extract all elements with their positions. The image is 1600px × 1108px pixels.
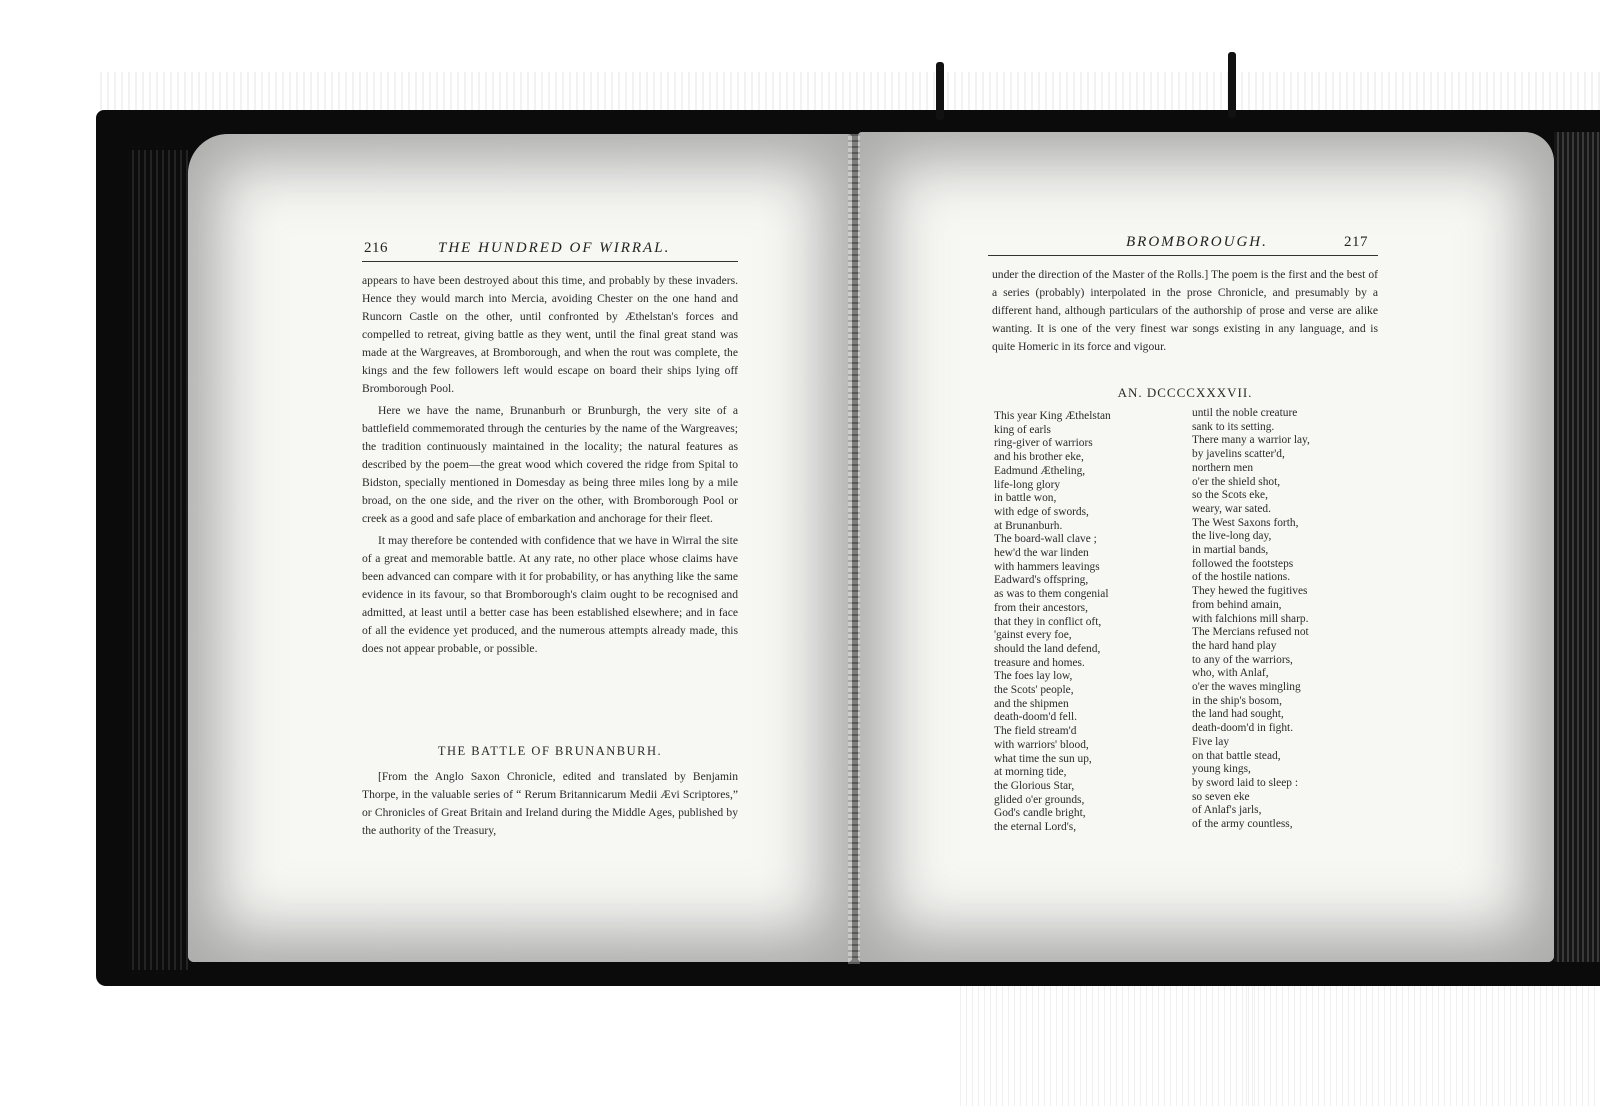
poem-line: death-doom'd fell. bbox=[994, 711, 1078, 724]
right-running-head bbox=[988, 234, 1378, 256]
poem-line: from behind amain, bbox=[1192, 598, 1282, 611]
right-body-text bbox=[992, 266, 1378, 360]
poem-line: so seven eke bbox=[1192, 790, 1250, 803]
poem-line: in martial bands, bbox=[1192, 544, 1269, 557]
poem-line: hew'd the war linden bbox=[994, 547, 1089, 560]
right-running-title: BROMBOROUGH. bbox=[1126, 234, 1268, 250]
left-running-title: THE HUNDRED OF WIRRAL. bbox=[438, 240, 671, 256]
poem-line: by javelins scatter'd, bbox=[1192, 448, 1285, 461]
poem-line: to any of the warriors, bbox=[1192, 653, 1293, 666]
poem-line: The field stream'd bbox=[994, 725, 1077, 738]
bookmark-ribbon bbox=[1228, 52, 1236, 118]
poem-line: They hewed the fugitives bbox=[1192, 585, 1308, 598]
scan-speckle bbox=[960, 986, 1260, 1106]
poem-line: as was to them congenial bbox=[994, 588, 1109, 601]
poem-line: that they in conflict oft, bbox=[994, 615, 1102, 628]
section-heading: THE BATTLE OF BRUNANBURH. bbox=[437, 744, 663, 758]
poem-line: who, with Anlaf, bbox=[1192, 667, 1269, 680]
left-page-number: 216 bbox=[364, 240, 388, 256]
paragraph: appears to have been destroyed about this time, and probably by these invaders. Hence they would march into Mercia, avoiding Chester on the one hand and Runcorn Castle on the other, until confronted by Æthelstan's forces and compelled to retreat, giving battle as they went, until the final great stand was made at the Wargreaves, at Bromborough, and when the rout was complete, the kings and the few followers left would escape on board their ships lying off Bromborough Pool. bbox=[362, 274, 738, 395]
page-edges-left bbox=[128, 150, 188, 970]
poem-line: Eadward's offspring, bbox=[994, 574, 1089, 587]
poem-line: 'gainst every foe, bbox=[994, 629, 1072, 642]
poem-line: with warriors' blood, bbox=[994, 738, 1089, 751]
poem-line: with falchions mill sharp. bbox=[1192, 612, 1309, 625]
poem-line: sank to its setting. bbox=[1192, 420, 1275, 433]
poem-line: from their ancestors, bbox=[994, 601, 1088, 614]
poem-line: until the noble creature bbox=[1192, 407, 1298, 419]
poem-line: the Glorious Star, bbox=[994, 779, 1075, 792]
poem-line: weary, war sated. bbox=[1192, 502, 1271, 515]
poem-column-left bbox=[994, 410, 1111, 835]
poem-line: The board-wall clave ; bbox=[994, 533, 1097, 546]
poem-line: o'er the waves mingling bbox=[1192, 681, 1301, 694]
poem-line: with hammers leavings bbox=[994, 560, 1100, 573]
scan-speckle bbox=[1246, 986, 1600, 1106]
poem-line: The foes lay low, bbox=[994, 670, 1073, 683]
poem-line: glided o'er grounds, bbox=[994, 793, 1085, 806]
poem-line: what time the sun up, bbox=[994, 752, 1092, 765]
right-page-number: 217 bbox=[1344, 234, 1368, 250]
paragraph: under the direction of the Master of the Rolls.] The poem is the first and the best of a series (probably) interpolated in the prose Chronicle, and presumably by a different hand, although particulars of the authorship of prose and verse are alike wanting. It is one of the very finest war songs existing in any language, and is quite Homeric in its force and vigour. bbox=[992, 268, 1378, 353]
poem-line: The West Saxons forth, bbox=[1192, 516, 1299, 529]
poem-line: king of earls bbox=[994, 423, 1051, 436]
poem-line: treasure and homes. bbox=[994, 656, 1085, 669]
poem-line: should the land defend, bbox=[994, 642, 1101, 655]
poem-line: death-doom'd in fight. bbox=[1192, 722, 1294, 735]
poem-line: young kings, bbox=[1192, 763, 1251, 776]
paragraph: It may therefore be contended with confidence that we have in Wirral the site of a great and memorable battle. At any rate, no other place whose claims have been advanced can compare with it for probability, or has anything like the same evidence in its favour, so that Bromborough's claim ought to be recognised and admitted, at least until a better case has been established elsewhere; and in face of all the evidence yet produced, and the numerous attempts already made, this does not appear probable, or possible. bbox=[362, 534, 738, 655]
poem-line: with edge of swords, bbox=[994, 505, 1089, 518]
poem-line: on that battle stead, bbox=[1192, 749, 1281, 762]
book-gutter bbox=[848, 134, 860, 964]
paragraph: Here we have the name, Brunanburh or Brunburgh, the very site of a battlefield commemorated through the centuries by the name of the Wargreaves; the tradition continuously maintained in the locality; the natural features as described by the poem—the great wood which covered the ridge from Spital to Bidston, specially mentioned in Domesday as being three miles long by a mile broad, on the one side, and the river on the other, with Bromborough Pool or creek as a good and safe place of embarkation and anchorage for their fleet. bbox=[362, 404, 738, 525]
poem-line: ring-giver of warriors bbox=[994, 437, 1093, 450]
left-running-head bbox=[362, 240, 738, 262]
poem-line: and the shipmen bbox=[994, 697, 1069, 710]
poem-line: the eternal Lord's, bbox=[994, 821, 1077, 834]
poem-line: There many a warrior lay, bbox=[1192, 434, 1310, 447]
poem-line: of the army countless, bbox=[1192, 818, 1293, 831]
poem-line: and his brother eke, bbox=[994, 451, 1084, 464]
page-edges-right bbox=[1554, 132, 1600, 962]
poem-line: so the Scots eke, bbox=[1192, 489, 1268, 502]
poem-line: Eadmund Ætheling, bbox=[994, 464, 1086, 477]
poem-line: by sword laid to sleep : bbox=[1192, 776, 1298, 789]
poem-line: the Scots' people, bbox=[994, 684, 1074, 697]
poem-line: God's candle bright, bbox=[994, 807, 1086, 820]
poem-line: Five lay bbox=[1192, 735, 1230, 748]
poem-line: This year King Æthelstan bbox=[994, 410, 1111, 422]
poem-line: the land had sought, bbox=[1192, 708, 1284, 721]
poem-line: of Anlaf's jarls, bbox=[1192, 804, 1262, 817]
scan-speckle bbox=[100, 72, 1600, 112]
bookmark-ribbon bbox=[936, 62, 944, 120]
poem-line: The Mercians refused not bbox=[1192, 626, 1309, 639]
section-body-text bbox=[362, 768, 738, 844]
poem-line: at Brunanburh. bbox=[994, 519, 1063, 532]
paragraph: [From the Anglo Saxon Chronicle, edited and translated by Benjamin Thorpe, in the valuable series of “ Rerum Britannicarum Medii Ævi Scriptores,” or Chronicles of Great Britain and Ireland during the Middle Ages, published by the authority of the Treasury, bbox=[362, 770, 738, 837]
poem-heading: AN. DCCCCXXXVII. bbox=[1117, 385, 1253, 400]
poem-line: of the hostile nations. bbox=[1192, 571, 1291, 584]
poem-column-right bbox=[1192, 407, 1310, 832]
poem-line: o'er the shield shot, bbox=[1192, 475, 1281, 488]
poem-line: in the ship's bosom, bbox=[1192, 694, 1283, 707]
poem-line: in battle won, bbox=[994, 492, 1057, 505]
poem-line: the live-long day, bbox=[1192, 530, 1272, 543]
left-body-text bbox=[362, 272, 738, 662]
poem-line: at morning tide, bbox=[994, 766, 1067, 779]
poem-line: the hard hand play bbox=[1192, 639, 1277, 652]
poem-line: life-long glory bbox=[994, 478, 1061, 491]
poem-line: northern men bbox=[1192, 461, 1254, 474]
poem-line: followed the footsteps bbox=[1192, 557, 1294, 570]
